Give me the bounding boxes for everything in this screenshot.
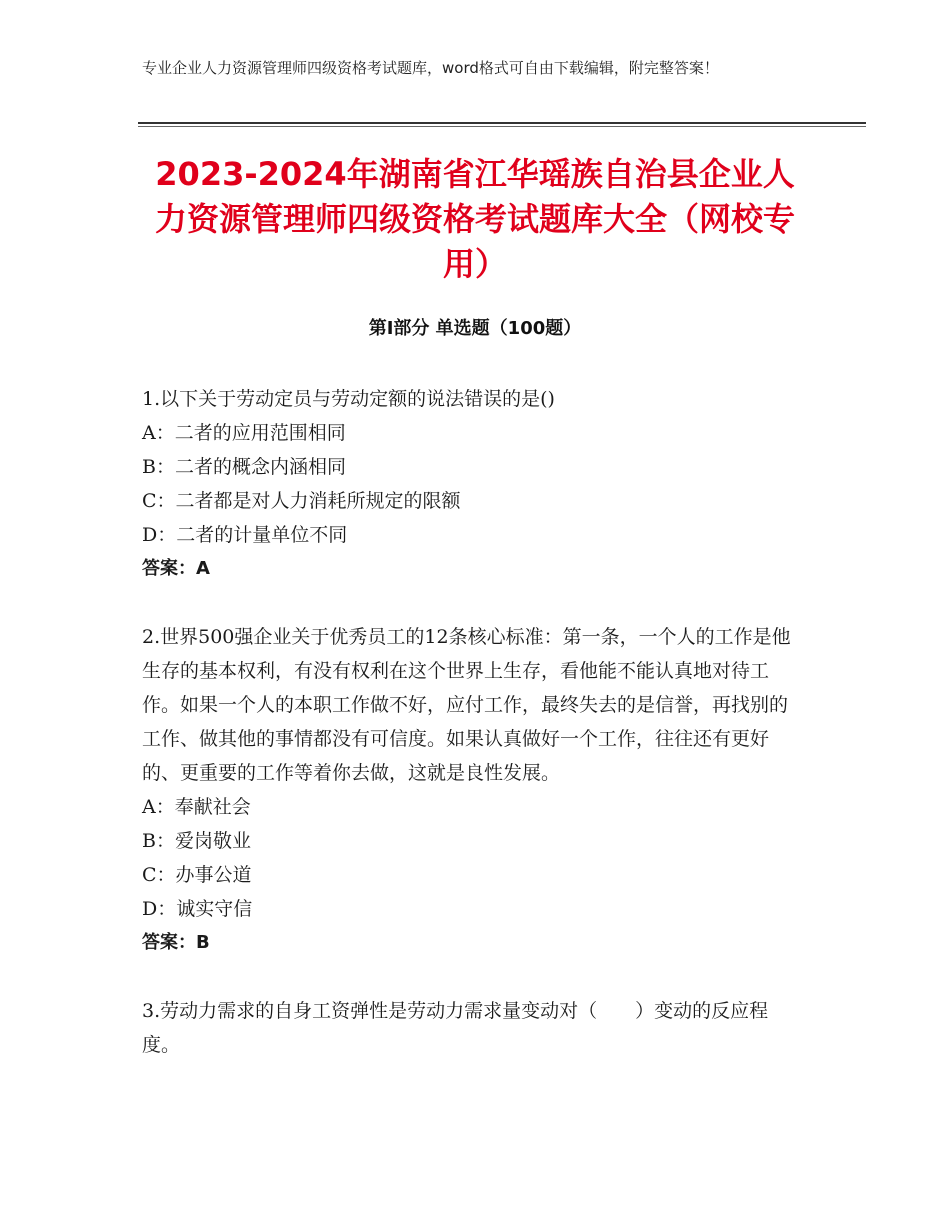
option-c: C：二者都是对人力消耗所规定的限额: [142, 490, 461, 512]
section-heading: 第Ⅰ部分 单选题（100题）: [368, 318, 582, 339]
question-list: [142, 382, 800, 1062]
question-text: 3.劳动力需求的自身工资弹性是劳动力需求量变动对（ ）变动的反应程度。: [142, 1000, 769, 1056]
option-d: D：诚实守信: [142, 898, 253, 920]
answer: 答案：B: [142, 932, 210, 953]
question-spacer: [142, 586, 800, 620]
question-spacer: [142, 960, 800, 994]
document-title: 2023-2024年湖南省江华瑶族自治县企业人力资源管理师四级资格考试题库大全（网校专用）: [154, 155, 795, 283]
option-d: D：二者的计量单位不同: [142, 524, 348, 546]
header-divider-thin: [138, 126, 866, 127]
header-divider-thick: [138, 122, 866, 124]
option-b: B：二者的概念内涵相同: [142, 456, 346, 478]
question-3: [142, 994, 800, 1062]
option-b: B：爱岗敬业: [142, 830, 251, 852]
option-a: A：奉献社会: [142, 796, 251, 818]
option-c: C：办事公道: [142, 864, 252, 886]
question-2: [142, 620, 800, 960]
answer: 答案：A: [142, 558, 210, 579]
header-note: 专业企业人力资源管理师四级资格考试题库，word格式可自由下载编辑，附完整答案！: [142, 59, 719, 77]
option-a: A：二者的应用范围相同: [142, 422, 346, 444]
question-text: 1.以下关于劳动定员与劳动定额的说法错误的是(): [142, 388, 555, 410]
question-1: [142, 382, 800, 586]
question-text: 2.世界500强企业关于优秀员工的12条核心标准：第一条，一个人的工作是他生存的基本权利，有没有权利在这个世界上生存，看他能不能认真地对待工作。如果一个人的本职工作做不好，应付工作，最终失去的是信誉，再找别的工作、做其他的事情都没有可信度。如果认真做好一个工作，往往还有更好的、更重要的工作等着你去做，这就是良性发展。: [142, 626, 791, 784]
